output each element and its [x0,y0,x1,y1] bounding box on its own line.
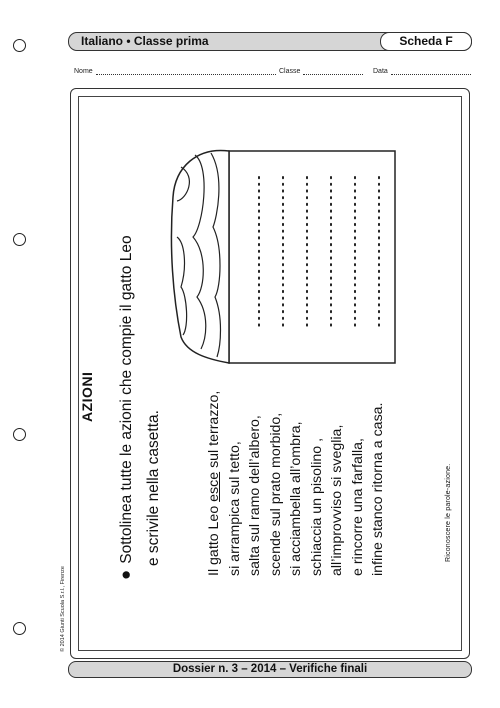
poem-line-1: Il gatto Leo esce sul terrazzo, [206,390,222,576]
poem-line-4: scende sul prato morbido, [267,412,284,576]
bullet-icon: ● [116,569,135,580]
poem-line-3: salta sul ramo dell’albero, [247,415,263,576]
poem-line-8: e rincorre una farfalla, [349,437,366,576]
name-label: Nome [74,68,93,75]
date-field[interactable] [373,67,471,75]
worksheet-title: AZIONI [79,371,95,422]
date-line [391,67,471,75]
worksheet-note: Riconoscere le parole-azione. [445,463,452,562]
poem-line-2: si arrampica sul tetto, [226,441,243,576]
header-bar [68,32,472,51]
instruction-line-2: e scrivile nella casetta. [145,410,162,566]
house-body [229,151,395,363]
instruction-line-1: Sottolinea tutte le azioni che compie il gatto Leo [118,235,135,564]
poem-line-7: all’improvviso si sveglia, [329,424,345,576]
class-line [303,67,363,75]
date-label: Data [373,68,388,75]
binder-hole-3 [13,428,26,441]
name-field[interactable] [74,67,276,75]
name-line [96,67,276,75]
worksheet-tab: Scheda F [380,32,472,51]
worksheet-area [78,96,462,651]
class-field[interactable] [279,67,363,75]
class-label: Classe [279,68,301,75]
poem [204,391,389,576]
house-drawing [167,137,462,387]
poem-line-5: si acciambella all’ombra, [288,421,304,576]
binder-hole-4 [13,622,26,635]
poem-line-9: infine stanco ritorna a casa. [370,402,386,576]
copyright-notice: © 2014 Giunti Scuola S.r.l., Firenze [60,566,66,652]
instruction [112,150,167,580]
header-title: Italiano • Classe prima [81,34,209,48]
poem-line-6: schiaccia un pisolino , [308,437,325,576]
binder-hole-1 [13,39,26,52]
student-fields [74,67,474,79]
binder-hole-2 [13,233,26,246]
underlined-action: esce [206,471,222,502]
footer-bar: Dossier n. 3 – 2014 – Verifiche finali [68,661,472,678]
